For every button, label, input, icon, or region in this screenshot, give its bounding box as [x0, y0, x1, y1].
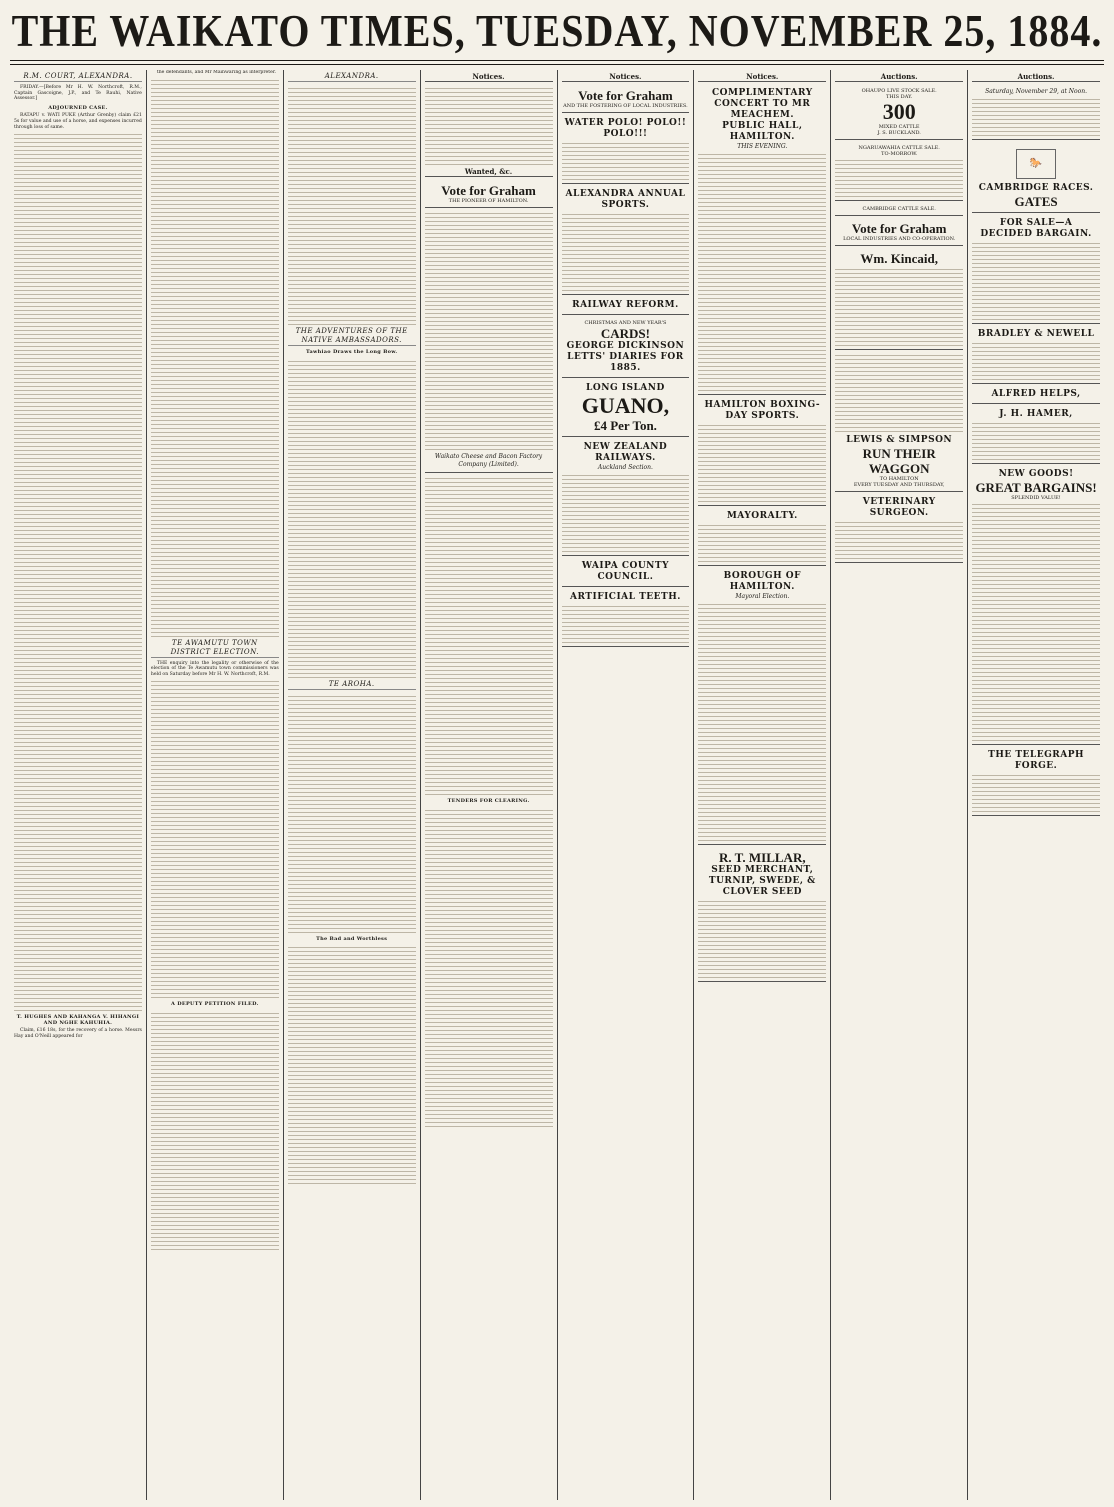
vote-graham-title: Vote for Graham: [441, 183, 536, 198]
ad-body: [972, 772, 1100, 812]
cambridge-cattle-title: CAMBRIDGE CATTLE SALE.: [862, 206, 936, 212]
cattle-text: MIXED CATTLE: [878, 124, 920, 130]
timetable: [562, 472, 690, 552]
millar-ad: [698, 847, 826, 982]
cheese-factory-ad: [425, 450, 553, 473]
millar-name: R. T. MILLAR,: [719, 850, 806, 865]
adventures-heading: THE ADVENTURES OF THE NATIVE AMBASSADORS.: [288, 327, 416, 346]
for-sale-title: FOR SALE—A DECIDED BARGAIN.: [980, 218, 1092, 239]
article-body: [14, 451, 142, 691]
article-body: [288, 944, 416, 1184]
ad-body: [698, 601, 826, 841]
water-polo-title: WATER POLO! POLO!! POLO!!!: [564, 118, 687, 139]
classifieds: [425, 210, 553, 450]
adventures-subheading: Tawhiao Draws the Long Bow.: [305, 349, 398, 355]
sports-title: ALEXANDRA ANNUAL SPORTS.: [565, 189, 686, 210]
vote-graham-ad: [425, 180, 553, 208]
kincaid-ad: [835, 248, 963, 350]
cheese-factory-name: Waikato Cheese and Bacon Factory Company (Limited).: [434, 453, 543, 468]
guano-ad: [562, 380, 690, 437]
sports-ad: [562, 186, 690, 295]
columns: [10, 70, 1104, 1500]
masthead: [0, 0, 1114, 62]
ngaruawahia-ad: [835, 142, 963, 201]
ad-body: [972, 420, 1100, 460]
races-ad: [972, 142, 1100, 213]
concert-title: COMPLIMENTARY CONCERT TO MR MEACHEM.: [711, 88, 813, 120]
notice-body: [425, 85, 553, 165]
gates-title: GATES: [1014, 194, 1058, 209]
article-body: [288, 85, 416, 325]
auctions-heading: Auctions.: [835, 72, 963, 82]
notices-heading: Notices.: [698, 72, 826, 82]
borough-title: BOROUGH OF HAMILTON.: [723, 571, 801, 592]
borough-ad: [698, 568, 826, 845]
ad-body: [562, 140, 690, 180]
court-heading: R.M. COURT, ALEXANDRA.: [14, 72, 142, 82]
livestock-ad: [835, 85, 963, 140]
waggon-title: RUN THEIR WAGGON: [862, 446, 936, 476]
ngaruawahia-title: NGARUAWAHIA CATTLE SALE.: [858, 145, 940, 151]
ad-body: [972, 240, 1100, 320]
for-sale-ad: [972, 215, 1100, 324]
article-body: [288, 358, 416, 678]
boxing-day-title: HAMILTON BOXING-DAY SPORTS.: [704, 400, 821, 421]
bradley-title: BRADLEY & NEWELL: [977, 329, 1095, 339]
article-body: [14, 691, 142, 1011]
waipa-ad: [562, 558, 690, 587]
mayoralty-title: MAYORALTY.: [726, 511, 798, 521]
mayoralty-ad: [698, 508, 826, 566]
vote-graham-ad: [562, 85, 690, 113]
new-goods: NEW GOODS!: [998, 469, 1074, 479]
railway-ad: [562, 297, 690, 315]
concert-date: THIS EVENING.: [737, 143, 788, 150]
forge-title: THE TELEGRAPH FORGE.: [988, 750, 1084, 771]
bargains-ad: [972, 466, 1100, 745]
splendid-value: SPLENDID VALUE!: [1011, 495, 1061, 501]
railways-ad: [562, 439, 690, 556]
vote-graham-sub: AND THE FOSTERING OF LOCAL INDUSTRIES.: [563, 103, 688, 109]
vote-graham-title: Vote for Graham: [578, 88, 673, 103]
column-2: [147, 70, 284, 1500]
railways-sub: Auckland Section.: [597, 464, 653, 471]
waggon-days: EVERY TUESDAY AND THURSDAY,: [853, 482, 945, 488]
column-4: [421, 70, 558, 1500]
teeth-title: ARTIFICIAL TEETH.: [569, 592, 681, 602]
lewis-simpson-ad: [835, 432, 963, 492]
cards-title: CARDS!: [600, 326, 650, 341]
column-7: [831, 70, 968, 1500]
classifieds: [835, 352, 963, 432]
article-body: [151, 678, 279, 998]
adjourned-heading: ADJOURNED CASE.: [48, 104, 108, 111]
column-1: [10, 70, 147, 1500]
concert-ad: [698, 85, 826, 395]
cards-sub: CHRISTMAS AND NEW YEAR'S: [584, 320, 667, 326]
letts-title: LETTS' DIARIES FOR 1885.: [567, 352, 684, 373]
races-title: CAMBRIDGE RACES.: [978, 183, 1094, 193]
programme: [698, 151, 826, 391]
classifieds: [425, 475, 553, 795]
petition-heading: A DEPUTY PETITION FILED.: [171, 1001, 259, 1008]
helps-ad: [972, 386, 1100, 404]
vet-title: VETERINARY SURGEON.: [862, 497, 936, 518]
ad-body: [698, 422, 826, 502]
hamer-title: J. H. HAMER,: [999, 409, 1073, 419]
concert-venue: PUBLIC HALL, HAMILTON.: [722, 121, 803, 142]
election-heading: TE AWAMUTU TOWN DISTRICT ELECTION.: [151, 639, 279, 658]
article-body: [151, 397, 279, 637]
horse-icon: 🐎: [1016, 149, 1056, 179]
ad-body: [562, 603, 690, 643]
vote-graham-sub: LOCAL INDUSTRIES AND CO-OPERATION.: [843, 236, 956, 242]
ad-body: [972, 96, 1100, 136]
lewis-simpson-name: LEWIS & SIMPSON: [846, 435, 953, 445]
article-body: [151, 1010, 279, 1250]
forge-ad: [972, 747, 1100, 816]
case-text: RATAPU v. WATI PUKE (Arthur Grenby) claim £21 5s for value and use of a horse, and expenses incurred through loss of same.: [14, 113, 142, 130]
dickinson-name: GEORGE DICKINSON: [566, 341, 685, 351]
vote-graham-sub: THE PIONEER OF HAMILTON.: [448, 198, 529, 204]
boxing-day-ad: [698, 397, 826, 506]
railways-title: NEW ZEALAND RAILWAYS.: [583, 442, 668, 463]
election-intro: THE enquiry into the legality or otherwise of the election of the Te Awamutu town commissioners was held on Saturday before Mr H. W. Northcroft, R.M.: [150, 660, 279, 677]
borough-sub: Mayoral Election.: [735, 593, 790, 600]
kincaid-name: Wm. Kincaid,: [860, 251, 939, 266]
case-heading: T. HUGHES AND KAHANGA V. HIHANGI AND NGHE KAHUHIA.: [16, 1014, 140, 1026]
teeth-ad: [562, 589, 690, 647]
ad-body: [835, 157, 963, 197]
vote-graham-title: Vote for Graham: [851, 221, 947, 236]
ad-body: [972, 501, 1100, 741]
article-body: [288, 693, 416, 933]
article-body: [151, 77, 279, 397]
newspaper-title: THE WAIKATO TIMES, TUESDAY, NOVEMBER 25, 1884.: [11, 4, 1103, 57]
notices-heading: Notices.: [425, 72, 553, 82]
ad-body: [835, 519, 963, 559]
wanted-heading: Wanted, &c.: [425, 167, 553, 177]
ad-body: [698, 522, 826, 562]
guano-sub: LONG ISLAND: [586, 383, 665, 393]
masthead-rule-2: [10, 64, 1104, 65]
auctions-heading: Auctions.: [972, 72, 1100, 82]
alexandra-heading: ALEXANDRA.: [288, 72, 416, 82]
column-5: [558, 70, 695, 1500]
column-3: [284, 70, 421, 1500]
article-body: [14, 131, 142, 451]
millar-trade: SEED MERCHANT,: [711, 865, 814, 875]
bad-worthless-heading: The Bad and Worthless: [316, 935, 388, 942]
vet-ad: [835, 494, 963, 563]
tenders-heading: TENDERS FOR CLEARING.: [447, 798, 530, 804]
bradley-ad: [972, 326, 1100, 384]
masthead-rule: [10, 60, 1104, 61]
ad-body: [562, 211, 690, 291]
water-polo-ad: [562, 115, 690, 184]
hamer-ad: [972, 406, 1100, 464]
ad-body: [835, 266, 963, 346]
waipa-title: WAIPA COUNTY COUNCIL.: [581, 561, 670, 582]
te-aroha-heading: TE AROHA.: [288, 680, 416, 690]
notices-heading: Notices.: [562, 72, 690, 82]
cards-ad: [562, 317, 690, 378]
waggon-destination: TO HAMILTON: [879, 476, 919, 482]
ad-body: [698, 898, 826, 978]
livestock-title: OHAUPO LIVE STOCK SALE.: [861, 88, 937, 94]
auctioneer: J. S. BUCKLAND.: [877, 130, 921, 136]
cambridge-cattle-ad: [835, 203, 963, 216]
closing-text: Claim, £16 18s, for the recovery of a horse. Messrs Hay and O'Neill appeared for: [14, 1028, 142, 1039]
millar-product: TURNIP, SWEDE, & CLOVER SEED: [708, 876, 816, 897]
ngaruawahia-date: TO-MORROW.: [881, 151, 918, 157]
guano-price: £4 Per Ton.: [593, 418, 657, 433]
court-intro: FRIDAY.—[Before Mr H. W. Northcroft, R.M., Captain Gascoigne, J.P., and Te Rauhi, Native Assessor.]: [14, 85, 142, 102]
column-6: [694, 70, 831, 1500]
cattle-count: 300: [882, 99, 916, 124]
mart-ad: [972, 85, 1100, 140]
classifieds: [425, 807, 553, 1127]
column-8: [968, 70, 1104, 1500]
continued-text: the defendants, and Mr Mainwaring as interpreter.: [156, 70, 276, 75]
helps-title: ALFRED HELPS,: [991, 389, 1081, 399]
vote-graham-ad: [835, 218, 963, 246]
mart-date: Saturday, November 29, at Noon.: [985, 88, 1088, 95]
railway-title: RAILWAY REFORM.: [572, 300, 679, 310]
ad-body: [972, 340, 1100, 380]
guano-title: GUANO,: [581, 393, 670, 418]
livestock-day: THIS DAY.: [886, 94, 913, 100]
great-bargains: GREAT BARGAINS!: [975, 480, 1097, 495]
